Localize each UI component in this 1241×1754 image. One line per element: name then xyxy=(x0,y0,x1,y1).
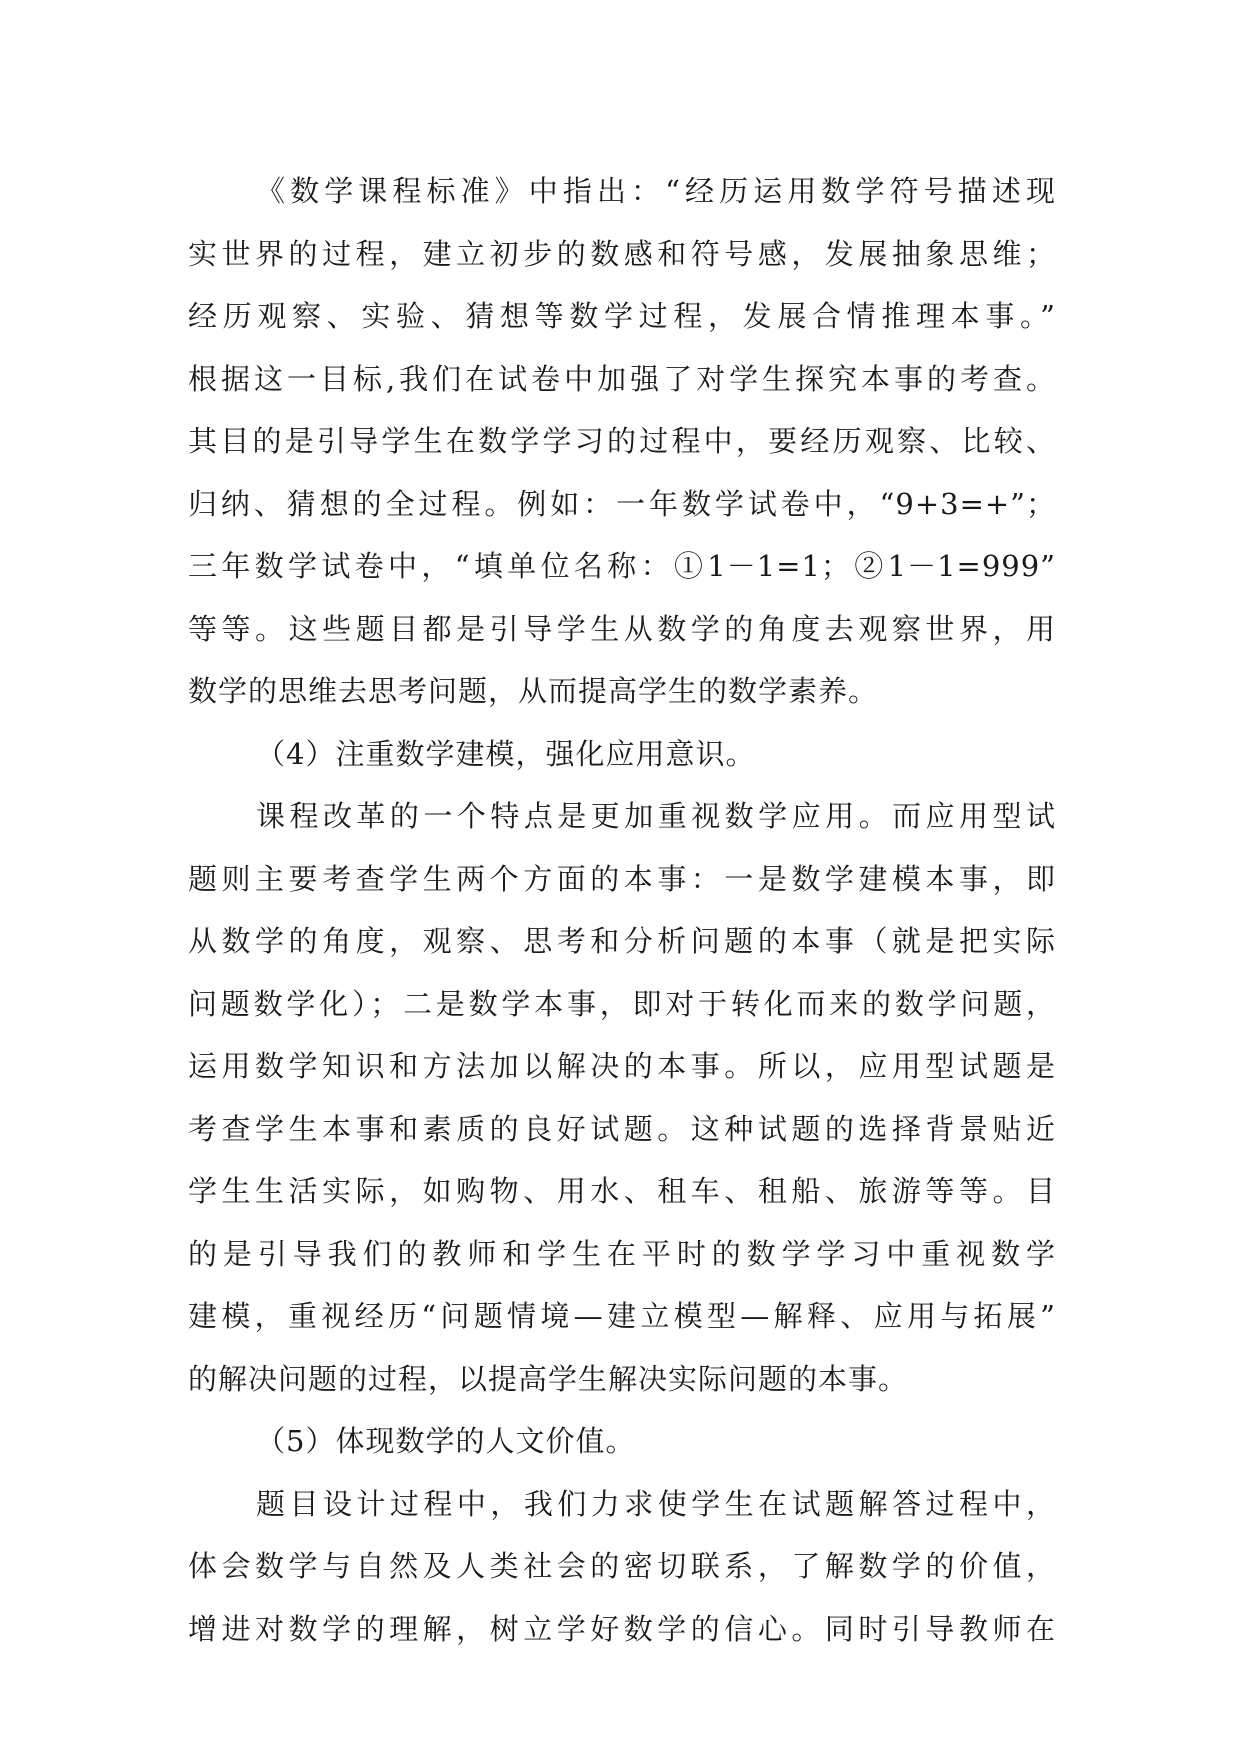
text-line: 建模，重视经历“问题情境—建立模型—解释、应用与拓展” xyxy=(188,1299,1056,1333)
text-line: 经历观察、实验、猜想等数学过程，发展合情推理本事。” xyxy=(188,299,1056,333)
text-line: 《数学课程标准》中指出：“经历运用数学符号描述现 xyxy=(256,174,1056,208)
document-body xyxy=(188,160,1056,1660)
text-line: 学生生活实际，如购物、用水、租车、租船、旅游等等。目 xyxy=(188,1174,1056,1208)
text-line: 归纳、猜想的全过程。例如：一年数学试卷中，“9+3=+”； xyxy=(188,486,1056,521)
text-line: 的是引导我们的教师和学生在平时的数学学习中重视数学 xyxy=(188,1236,1056,1271)
text-line: 课程改革的一个特点是更加重视数学应用。而应用型试 xyxy=(256,799,1056,833)
text-line: 问题数学化）；二是数学本事，即对于转化而来的数学问题， xyxy=(188,986,1056,1021)
text-line: 体会数学与自然及人类社会的密切联系，了解数学的价值， xyxy=(188,1549,1056,1583)
text-line: 数学的思维去思考问题，从而提高学生的数学素养。 xyxy=(188,674,879,708)
text-line: 考查学生本事和素质的良好试题。这种试题的选择背景贴近 xyxy=(188,1111,1056,1146)
text-line: 增进对数学的理解，树立学好数学的信心。同时引导教师在 xyxy=(188,1611,1056,1646)
text-line: 的解决问题的过程，以提高学生解决实际问题的本事。 xyxy=(188,1361,909,1396)
text-line: 从数学的角度，观察、思考和分析问题的本事（就是把实际 xyxy=(188,924,1056,958)
text-line: 题目设计过程中，我们力求使学生在试题解答过程中， xyxy=(256,1486,1056,1521)
text-line: 等等。这些题目都是引导学生从数学的角度去观察世界，用 xyxy=(188,611,1056,646)
text-line: 根据这一目标,我们在试卷中加强了对学生探究本事的考查。 xyxy=(188,361,1056,396)
text-line: 三年数学试卷中，“填单位名称：①1－1=1；②1－1=999” xyxy=(188,549,1056,583)
text-line: （4）注重数学建模，强化应用意识。 xyxy=(256,736,756,771)
text-line: 题则主要考查学生两个方面的本事：一是数学建模本事，即 xyxy=(188,861,1056,896)
text-line: 其目的是引导学生在数学学习的过程中，要经历观察、比较、 xyxy=(188,424,1056,458)
text-line: 实世界的过程，建立初步的数感和符号感，发展抽象思维； xyxy=(188,236,1056,271)
text-line: （5）体现数学的人文价值。 xyxy=(256,1424,636,1458)
text-line: 运用数学知识和方法加以解决的本事。所以，应用型试题是 xyxy=(188,1049,1056,1083)
